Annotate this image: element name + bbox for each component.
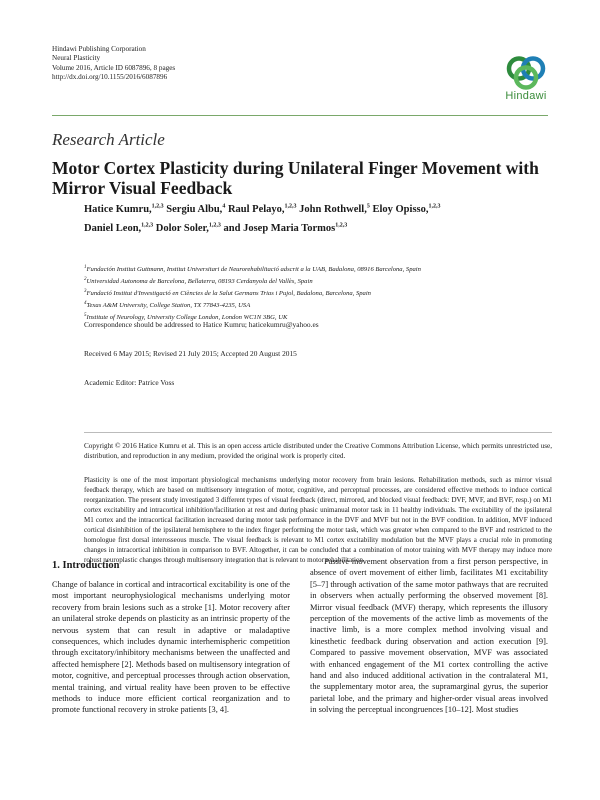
author: Sergiu Albu,$^4$ [166,203,226,215]
doi-link[interactable]: http://dx.doi.org/10.1155/2016/6087896 [52,73,168,82]
volume-info: Volume 2016, Article ID 6087896, 8 pages [52,63,176,72]
logo-text: Hindawi [505,90,547,102]
article-dates: Received 6 May 2015; Revised 21 July 2015; Accepted 20 August 2015 [84,349,297,358]
copyright-notice: Copyright © 2016 Hatice Kumru et al. This is an open access article distributed under the Creative Commons Attribution License, which permits unrestricted use, distribution, and reproduction in any medium, provided the original work is properly cited. [84,442,552,460]
author: Raul Pelayo,$^{1,2,3}$ [227,203,297,215]
affiliation: $^4$Texas A&M University, College Station, TX 77843-4235, USA [84,300,251,309]
correspondence: Correspondence should be addressed to Hatice Kumru; haticekumru@yahoo.es [84,320,319,329]
intro-paragraph-left: Change of balance in cortical and intracortical excitability is one of the most important neurophysiological mechanisms underlying motor recovery from brain lesions such as a stroke [1]. Motor recovery after an unilateral stroke depends on plasticity as an intrinsic property of the nervous system that can result in adaptive or maladaptive consequences, which includes dynamic interhemispheric competition through excitatory/inhibitory mechanisms between the unaffected and affected hemisphere [2]. Methods based on multisensory integration of motor, cognitive, and perceptual processes through action observation, mental training, and virtual reality have been proven to be effective methods to induce more efficient cortical reorganization and to promote functional recovery in stroke patients [3, 4]. [52,580,290,715]
academic-editor: Academic Editor: Patrice Voss [84,378,175,387]
affiliation: $^5$Institute of Neurology, University College London, London WC1N 3BG, UK [84,312,288,321]
affiliations [84,263,554,322]
journal-name: Neural Plasticity [52,54,101,63]
author-list [84,198,544,237]
article-type: Research Article [52,130,165,149]
publication-info [52,45,175,83]
abstract: Plasticity is one of the most important physiological mechanisms underlying motor recovery from brain lesions. Rehabilitation methods, such as mirror visual feedback therapy, which are based on multisensory integration of motor, cognitive, and perceptual processes, are considered effective methods to induce cortical reorganization. The present study investigated 3 different types of visual feedback (direct, mirrored, and blocked visual feedback: DVF, MVF, and BVF, resp.) on M1 cortex excitability and intracortical inhibition/facilitation at rest and during phasic unimanual motor task in 11 healthy individuals. The excitability of the ipsilateral M1 cortex and the intracortical facilitation increased during motor task performance in the DVF and MVF but not in the BVF condition. In addition, MVF induced cortical disinhibition of the ipsilateral hemisphere to the index finger performing the motor task, which was greater when compared to the BVF and restricted to the homologue first dorsal interosseous muscle. The visual feedback is relevant to M1 cortex excitability modulation but the MVF plays a crucial role in promoting changes in intracortical inhibition in comparison to BVF. Altogether, it can be concluded that a combination of motor training with MVF therapy may induce more robust neuroplastic changes through multisensory integration that is relevant to motor rehabilitation. [84,476,552,564]
affiliation: $^3$Fundació Institut d'Investigació en Ciències de la Salut Germans Trias i Pujol, Badalona, Barcelona, Spain [84,288,371,297]
copyright-divider [84,432,552,433]
author: Hatice Kumru,$^{1,2,3}$ [84,203,164,215]
author: and Josep Maria Tormos$^{1,2,3}$ [223,222,348,234]
author: Eloy Opisso,$^{1,2,3}$ [372,203,441,215]
author: Daniel Leon,$^{1,2,3}$ [84,222,154,234]
author: Dolor Soler,$^{1,2,3}$ [155,222,221,234]
section-heading-introduction: 1. Introduction [52,560,120,571]
affiliation: $^1$Fundación Institut Guttmann, Institut Universitari de Neurorehabilitació adscrit a la UAB, Badalona, 08916 Barcelona, Spain [84,265,421,274]
affiliation: $^2$Universidad Autonoma de Barcelona, Bellaterra, 08193 Cerdanyola del Vallès, Spain [84,276,313,286]
author: John Rothwell,$^5$ [299,203,370,215]
header-divider [52,115,548,116]
publisher-name: Hindawi Publishing Corporation [52,45,146,53]
article-title: Motor Cortex Plasticity during Unilateral Finger Movement with Mirror Visual Feedback [52,158,539,198]
intro-paragraph-right: Passive movement observation from a first person perspective, in absence of overt movement of either limb, facilitates M1 excitability [5–7] through activation of the same motor pathways that are recruited in observers when actually performing the observed movement [8]. Mirror visual feedback (MVF) therapy, which represents the illusory perception of the movements of the active limb as movements of the inactive limb, is a more complex method involving visual and kinesthetic feedback during observation and action execution [9]. Compared to passive movement observation, MVF was associated with enhanced engagement of the M1 cortex controlling the active hand and also induced additional activation in the contralateral M1, the supplementary motor area, the supramarginal gyrus, the superior parietal lobe, and the primary and higher-order visual areas involved in solving the perceptual incongruences [10–12]. Most studies [310,557,548,715]
